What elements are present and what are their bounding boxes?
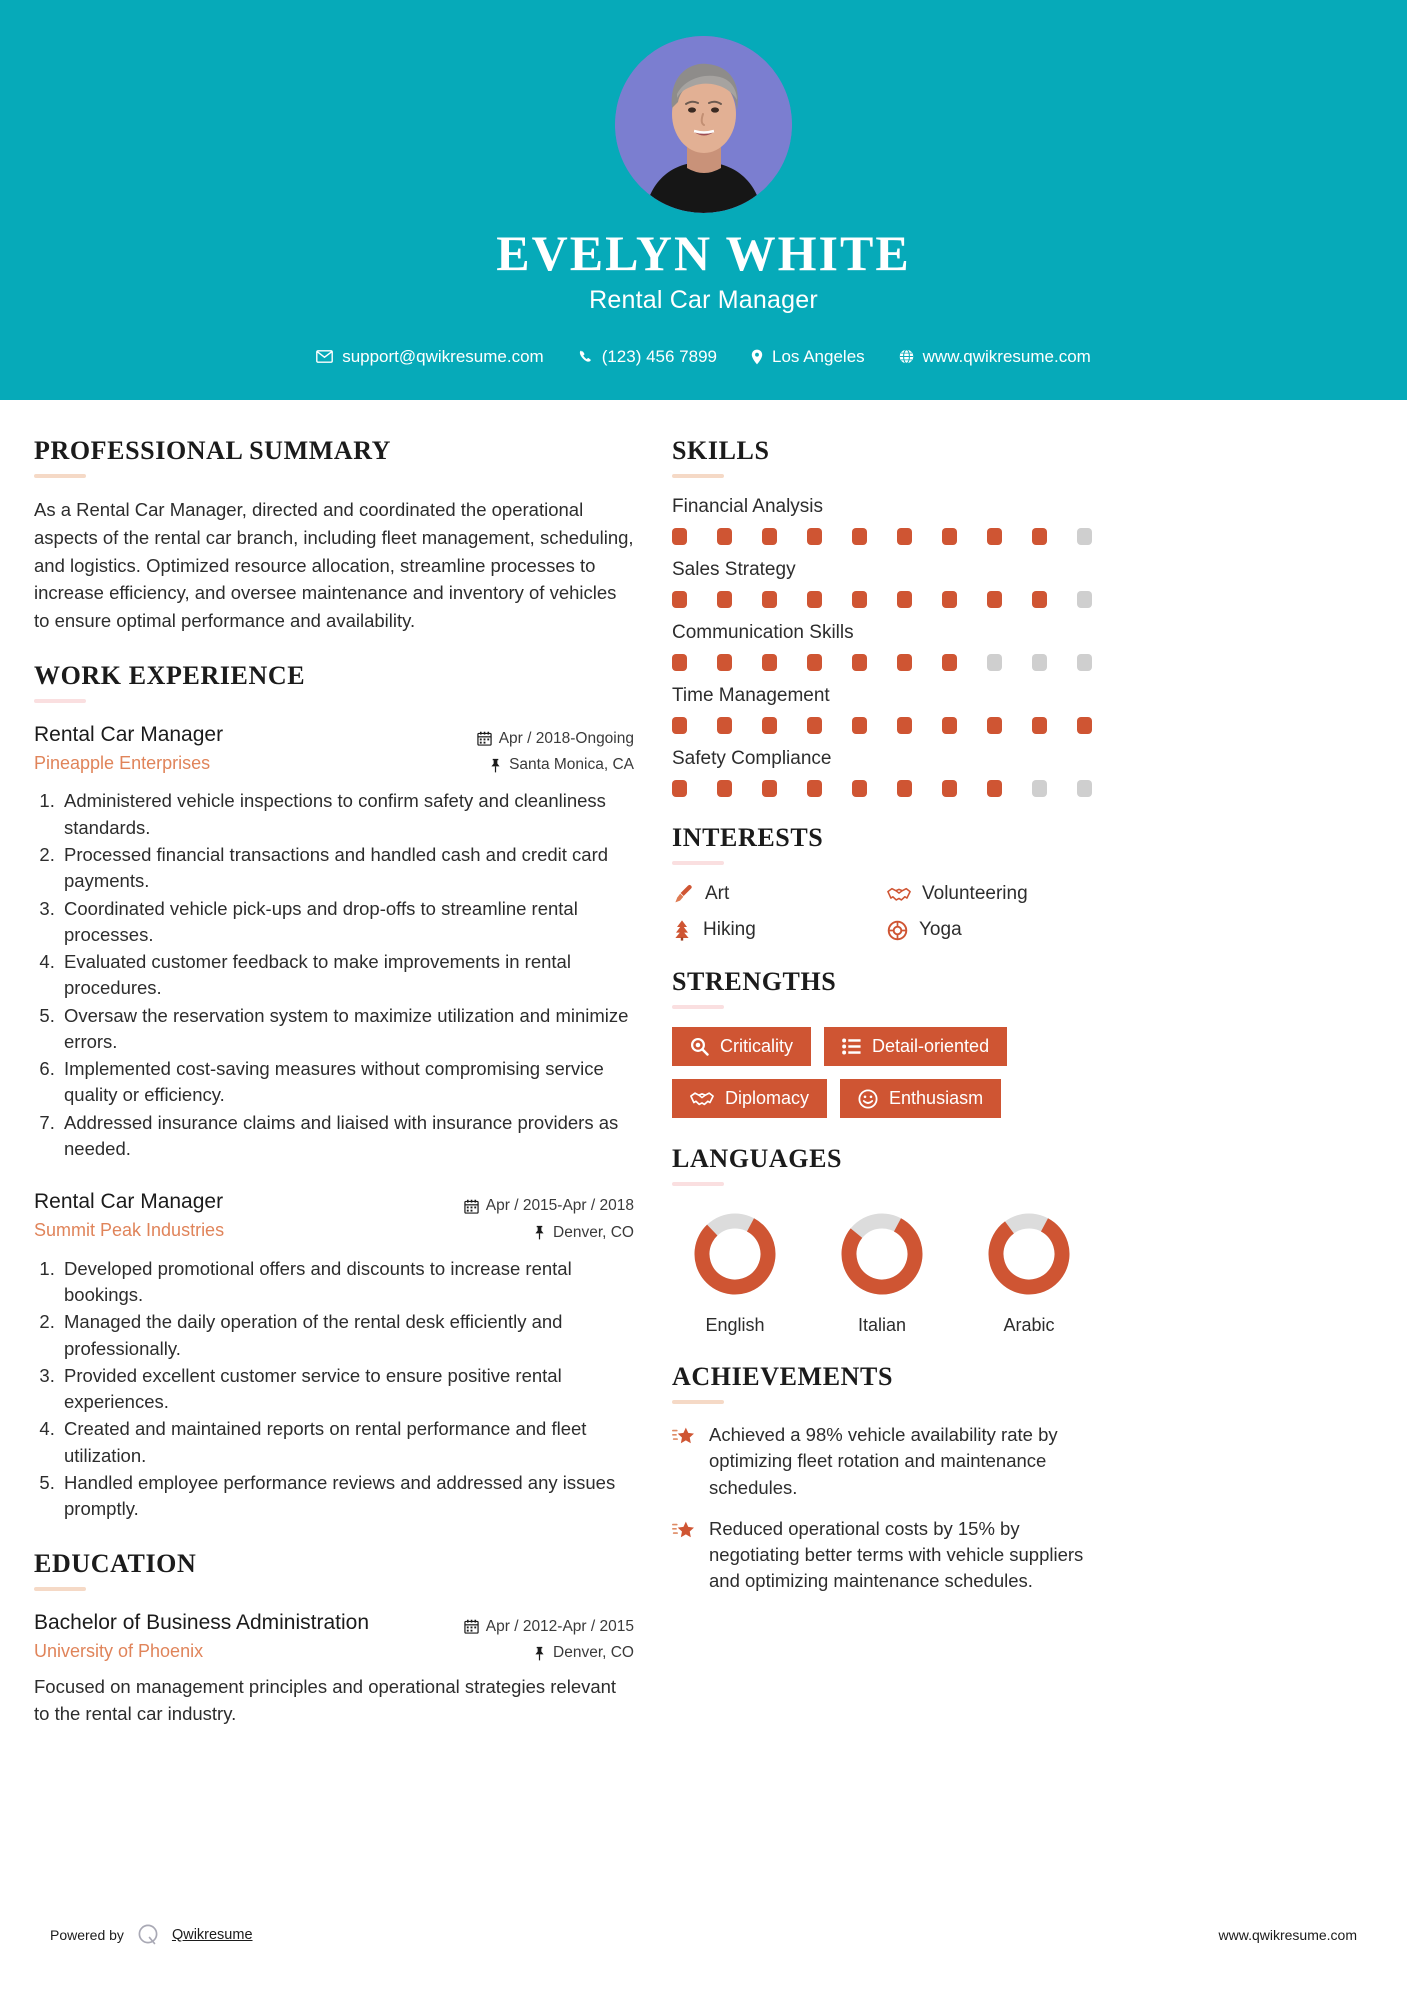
envelope-icon bbox=[316, 350, 333, 363]
paintbrush-icon bbox=[672, 883, 694, 905]
skill-dot bbox=[897, 780, 912, 797]
job-dates-line bbox=[464, 1193, 634, 1219]
section-title-education: EDUCATION bbox=[34, 1548, 197, 1578]
job-dates-line bbox=[477, 726, 634, 752]
skill-dot bbox=[717, 528, 732, 545]
skill-dot bbox=[672, 528, 687, 545]
skill-dot bbox=[987, 528, 1002, 545]
contact-website-text: www.qwikresume.com bbox=[922, 346, 1091, 366]
job-duties bbox=[60, 1256, 634, 1523]
language-label: English bbox=[705, 1315, 765, 1335]
education-item bbox=[34, 1609, 634, 1728]
skill-dot bbox=[987, 591, 1002, 608]
job-duty: 3. Provided excellent customer service to ensure positive rental experiences. bbox=[60, 1363, 634, 1416]
section-rule bbox=[672, 1182, 724, 1186]
job-duty: 4. Created and maintained reports on rental performance and fleet utilization. bbox=[60, 1416, 634, 1469]
interest-item bbox=[887, 919, 1092, 941]
job-role: Rental Car Manager bbox=[34, 1190, 224, 1214]
skill-item bbox=[672, 622, 1092, 671]
section-work-experience bbox=[34, 661, 634, 1523]
skill-dot bbox=[1077, 780, 1092, 797]
achievement-item bbox=[672, 1516, 1092, 1595]
section-interests bbox=[672, 823, 1092, 941]
jobs-list bbox=[34, 721, 634, 1523]
experience-item bbox=[34, 721, 634, 1162]
skill-item bbox=[672, 496, 1092, 545]
skill-dot bbox=[987, 654, 1002, 671]
skill-rating bbox=[672, 528, 1092, 545]
strength-badge bbox=[824, 1027, 1007, 1066]
section-title-strengths: STRENGTHS bbox=[672, 967, 837, 996]
language-donut-chart bbox=[691, 1210, 779, 1298]
achievement-item bbox=[672, 1422, 1092, 1501]
pin-icon bbox=[533, 1646, 546, 1661]
job-duty: 7. Addressed insurance claims and liaised with insurance providers as needed. bbox=[60, 1110, 634, 1163]
footer-website[interactable]: www.qwikresume.com bbox=[1218, 1927, 1357, 1943]
skills-list bbox=[672, 496, 1092, 797]
skill-dot bbox=[717, 780, 732, 797]
header-job-title: Rental Car Manager bbox=[589, 285, 818, 314]
skill-dot bbox=[762, 717, 777, 734]
skill-dot bbox=[1032, 528, 1047, 545]
section-title-languages: LANGUAGES bbox=[672, 1144, 843, 1173]
skill-dot bbox=[942, 528, 957, 545]
skill-rating bbox=[672, 717, 1092, 734]
skill-dot bbox=[1032, 717, 1047, 734]
globe-icon bbox=[899, 349, 914, 364]
education-dates: Apr / 2012-Apr / 2015 bbox=[485, 1617, 634, 1635]
skill-dot bbox=[1077, 717, 1092, 734]
strength-label: Criticality bbox=[720, 1036, 794, 1056]
education-description: Focused on management principles and operational strategies relevant to the rental car industry. bbox=[34, 1676, 617, 1724]
interest-label: Art bbox=[705, 883, 730, 904]
interest-label: Yoga bbox=[919, 919, 962, 940]
contact-website[interactable] bbox=[882, 347, 1108, 367]
job-location: Santa Monica, CA bbox=[509, 756, 634, 774]
summary-text: As a Rental Car Manager, directed and coordinated the operational aspects of the rental car branch, including fleet management, scheduling, and logistics. Optimized resource allocation, streamline processes to increase efficiency, and oversee maintenance and inventory of vehicles to ensure optimal performance and availability. bbox=[34, 499, 634, 631]
interests-list bbox=[672, 883, 1092, 941]
pin-icon bbox=[533, 1225, 546, 1240]
resume-body bbox=[0, 400, 1407, 1754]
handshake-icon bbox=[887, 884, 911, 904]
interest-label: Volunteering bbox=[922, 883, 1028, 904]
contact-location[interactable] bbox=[734, 347, 882, 367]
job-company: Pineapple Enterprises bbox=[34, 753, 211, 774]
job-location: Denver, CO bbox=[553, 1223, 634, 1241]
section-title-experience: WORK EXPERIENCE bbox=[34, 660, 306, 690]
calendar-icon bbox=[464, 1199, 479, 1214]
resume-header bbox=[0, 0, 1407, 400]
skill-dot bbox=[807, 780, 822, 797]
star-achievement-icon bbox=[672, 1425, 696, 1448]
footer bbox=[0, 1922, 1407, 1948]
section-title-achievements: ACHIEVEMENTS bbox=[672, 1362, 894, 1391]
calendar-icon bbox=[477, 731, 492, 746]
job-duty: 1. Developed promotional offers and discounts to increase rental bookings. bbox=[60, 1256, 634, 1309]
experience-meta bbox=[464, 1188, 634, 1246]
skill-dot bbox=[942, 591, 957, 608]
strength-badge bbox=[672, 1027, 811, 1066]
interest-label: Hiking bbox=[703, 919, 756, 940]
skill-dot bbox=[942, 717, 957, 734]
strength-badge bbox=[840, 1079, 1001, 1118]
education-location-line bbox=[464, 1640, 634, 1666]
skill-dot bbox=[1032, 654, 1047, 671]
skill-dot bbox=[807, 717, 822, 734]
school-name: University of Phoenix bbox=[34, 1640, 204, 1661]
education-dates-line bbox=[464, 1614, 634, 1640]
skill-dot bbox=[987, 780, 1002, 797]
job-duty: 5. Oversaw the reservation system to maximize utilization and minimize errors. bbox=[60, 1003, 634, 1056]
section-languages bbox=[672, 1144, 1092, 1336]
avatar bbox=[615, 36, 792, 213]
skill-dot bbox=[672, 717, 687, 734]
strength-label: Detail-oriented bbox=[872, 1036, 990, 1056]
experience-header bbox=[34, 721, 634, 779]
strengths-list bbox=[672, 1027, 1092, 1118]
star-achievement-icon bbox=[672, 1519, 696, 1542]
avatar-photo bbox=[615, 36, 792, 213]
skill-dot bbox=[852, 780, 867, 797]
tree-icon bbox=[672, 919, 692, 941]
job-duty: 6. Implemented cost-saving measures without compromising service quality or efficiency. bbox=[60, 1056, 634, 1109]
language-label: Arabic bbox=[1003, 1315, 1055, 1335]
skill-dot bbox=[762, 654, 777, 671]
skill-dot bbox=[1077, 591, 1092, 608]
experience-title-block bbox=[34, 1188, 224, 1243]
skill-dot bbox=[717, 654, 732, 671]
education-title-block bbox=[34, 1609, 369, 1664]
skill-dot bbox=[987, 717, 1002, 734]
language-item bbox=[680, 1210, 790, 1336]
contact-email-text: support@qwikresume.com bbox=[342, 346, 544, 366]
interest-item bbox=[672, 883, 877, 905]
section-rule bbox=[672, 474, 724, 478]
skill-rating bbox=[672, 591, 1092, 608]
job-dates: Apr / 2015-Apr / 2018 bbox=[485, 1197, 634, 1215]
job-duty: 2. Managed the daily operation of the rental desk efficiently and professionally. bbox=[60, 1309, 634, 1362]
skill-dot bbox=[897, 654, 912, 671]
education-meta bbox=[464, 1609, 634, 1667]
list-icon bbox=[842, 1038, 861, 1055]
skill-name: Sales Strategy bbox=[672, 559, 796, 580]
achievement-icon-wrap bbox=[672, 1516, 696, 1547]
job-duty: 3. Coordinated vehicle pick-ups and drop-offs to streamline rental processes. bbox=[60, 896, 634, 949]
language-label: Italian bbox=[857, 1315, 907, 1335]
skill-name: Financial Analysis bbox=[672, 496, 824, 517]
skill-name: Time Management bbox=[672, 685, 830, 706]
interest-item bbox=[887, 883, 1092, 905]
degree-title: Bachelor of Business Administration bbox=[34, 1610, 370, 1634]
section-skills bbox=[672, 436, 1092, 797]
skill-dot bbox=[1077, 654, 1092, 671]
skill-dot bbox=[717, 591, 732, 608]
achievement-text: Achieved a 98% vehicle availability rate by optimizing fleet rotation and maintenance schedules. bbox=[709, 1424, 1058, 1498]
strength-badge bbox=[672, 1079, 827, 1118]
skill-item bbox=[672, 748, 1092, 797]
skill-dot bbox=[672, 591, 687, 608]
left-column bbox=[34, 436, 634, 1754]
job-dates: Apr / 2018-Ongoing bbox=[498, 729, 634, 747]
skill-dot bbox=[807, 528, 822, 545]
skill-name: Safety Compliance bbox=[672, 748, 832, 769]
qwikresume-logo-icon bbox=[135, 1922, 161, 1948]
job-duty: 2. Processed financial transactions and handled cash and credit card payments. bbox=[60, 842, 634, 895]
handshake-icon bbox=[690, 1089, 714, 1108]
job-location-line bbox=[464, 1220, 634, 1246]
section-title-skills: SKILLS bbox=[672, 436, 770, 465]
job-duty: 4. Evaluated customer feedback to make improvements in rental procedures. bbox=[60, 949, 634, 1002]
section-education bbox=[34, 1549, 634, 1728]
interest-item bbox=[672, 919, 877, 941]
languages-list bbox=[672, 1204, 1092, 1336]
contact-phone[interactable] bbox=[561, 347, 734, 367]
skill-dot bbox=[1077, 528, 1092, 545]
skill-dot bbox=[852, 591, 867, 608]
calendar-icon bbox=[464, 1619, 479, 1634]
contact-phone-text: (123) 456 7899 bbox=[601, 346, 718, 366]
lifebuoy-icon bbox=[887, 920, 908, 941]
education-header bbox=[34, 1609, 634, 1667]
language-donut-chart bbox=[985, 1210, 1073, 1298]
experience-header bbox=[34, 1188, 634, 1246]
experience-meta bbox=[477, 721, 634, 779]
location-pin-icon bbox=[751, 349, 763, 365]
footer-powered-by bbox=[50, 1922, 253, 1948]
skill-dot bbox=[672, 780, 687, 797]
skill-dot bbox=[762, 780, 777, 797]
job-company: Summit Peak Industries bbox=[34, 1220, 225, 1241]
section-rule bbox=[672, 1400, 724, 1404]
section-rule bbox=[672, 861, 724, 865]
section-title-interests: INTERESTS bbox=[672, 823, 824, 852]
skill-dot bbox=[852, 717, 867, 734]
job-role: Rental Car Manager bbox=[34, 722, 224, 746]
contact-row bbox=[0, 347, 1407, 367]
skill-dot bbox=[897, 591, 912, 608]
section-rule bbox=[34, 474, 86, 478]
skill-dot bbox=[852, 654, 867, 671]
achievement-icon-wrap bbox=[672, 1422, 696, 1453]
language-item bbox=[974, 1210, 1084, 1336]
achievements-list bbox=[672, 1422, 1092, 1595]
page-title: EVELYN WHITE bbox=[496, 225, 911, 281]
achievement-text: Reduced operational costs by 15% by negotiating better terms with vehicle suppliers and optimizing maintenance schedules. bbox=[709, 1517, 1084, 1592]
footer-powered-label: Powered by bbox=[50, 1927, 124, 1943]
section-title-summary: PROFESSIONAL SUMMARY bbox=[34, 436, 392, 465]
skill-rating bbox=[672, 780, 1092, 797]
job-duties bbox=[60, 788, 634, 1162]
section-strengths bbox=[672, 967, 1092, 1118]
skill-dot bbox=[852, 528, 867, 545]
skill-dot bbox=[762, 528, 777, 545]
skill-dot bbox=[942, 780, 957, 797]
skill-dot bbox=[807, 654, 822, 671]
job-location-line bbox=[477, 752, 634, 778]
strength-label: Diplomacy bbox=[725, 1088, 810, 1108]
skill-dot bbox=[897, 528, 912, 545]
pin-icon bbox=[489, 758, 502, 773]
skill-dot bbox=[762, 591, 777, 608]
skill-dot bbox=[1032, 780, 1047, 797]
language-donut-chart bbox=[838, 1210, 926, 1298]
education-location: Denver, CO bbox=[553, 1643, 634, 1661]
skill-name: Communication Skills bbox=[672, 622, 854, 643]
skill-dot bbox=[942, 654, 957, 671]
footer-brand-link[interactable]: Qwikresume bbox=[171, 1927, 253, 1943]
section-professional-summary bbox=[34, 436, 634, 635]
strength-label: Enthusiasm bbox=[889, 1088, 984, 1108]
section-rule bbox=[34, 699, 86, 703]
section-rule bbox=[34, 1587, 86, 1591]
language-item bbox=[827, 1210, 937, 1336]
skill-dot bbox=[897, 717, 912, 734]
right-column bbox=[672, 436, 1092, 1621]
skill-item bbox=[672, 685, 1092, 734]
section-achievements bbox=[672, 1362, 1092, 1595]
skill-rating bbox=[672, 654, 1092, 671]
job-duty: 1. Administered vehicle inspections to confirm safety and cleanliness standards. bbox=[60, 788, 634, 841]
skill-dot bbox=[672, 654, 687, 671]
experience-item bbox=[34, 1188, 634, 1522]
skill-dot bbox=[1032, 591, 1047, 608]
job-duty: 5. Handled employee performance reviews and addressed any issues promptly. bbox=[60, 1470, 634, 1523]
phone-icon bbox=[578, 349, 593, 364]
magnifier-icon bbox=[690, 1037, 709, 1056]
smiley-icon bbox=[858, 1089, 878, 1109]
contact-location-text: Los Angeles bbox=[772, 346, 865, 366]
section-rule bbox=[672, 1005, 724, 1009]
skill-dot bbox=[807, 591, 822, 608]
education-list bbox=[34, 1609, 634, 1728]
skill-dot bbox=[717, 717, 732, 734]
experience-title-block bbox=[34, 721, 223, 776]
contact-email[interactable] bbox=[299, 347, 561, 367]
skill-item bbox=[672, 559, 1092, 608]
